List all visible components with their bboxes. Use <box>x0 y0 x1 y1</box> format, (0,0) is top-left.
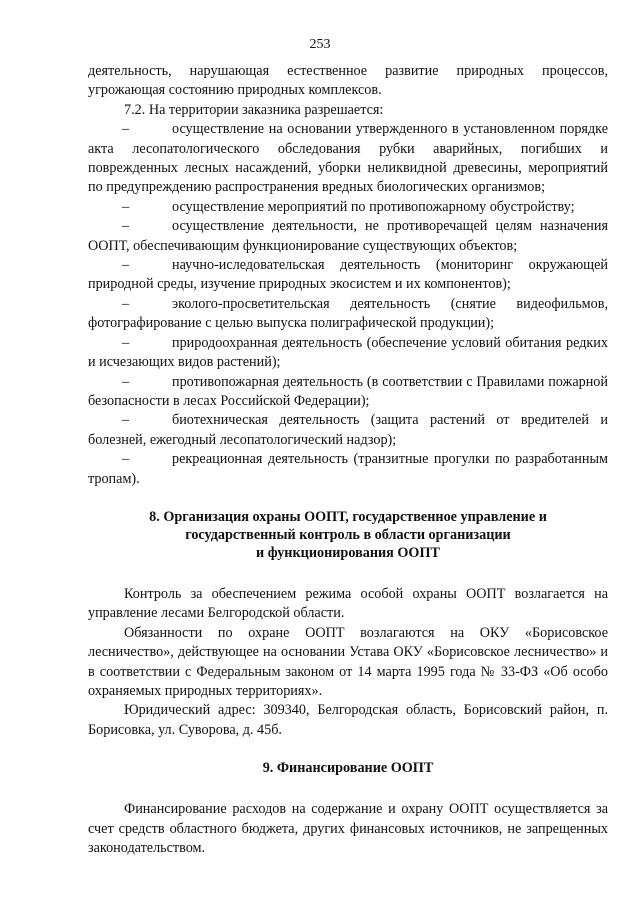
dash-marker: – <box>122 198 130 215</box>
section-8-heading <box>88 508 608 562</box>
list-item-text: рекреационная деятельность (транзитные прогулки по разработанным тропам). <box>88 451 608 487</box>
section-7-2-lead: 7.2. На территории заказника разрешается: <box>124 101 384 118</box>
dash-marker: – <box>122 121 130 138</box>
dash-marker: – <box>122 218 130 235</box>
list-item-text: эколого-просветительская деятельность (снятие видеофильмов, фотографирование с целью выпуска полиграфической продукции); <box>88 295 608 332</box>
intro-paragraph: деятельность, нарушающая естественное развитие природных процессов, угрожающая состоянию природных комплексов. <box>88 63 608 99</box>
list-item-text: биотехническая деятельность (защита растений от вредителей и болезней, ежегодный лесопатологический надзор); <box>88 412 608 448</box>
section-8-paragraph: Контроль за обеспечением режима особой охраны ООПТ возлагается на управление лесами Белгородской области. <box>88 585 608 622</box>
list-item <box>88 120 608 198</box>
list-item-text: противопожарная деятельность (в соответствии с Правилами пожарной безопасности в лесах Российской Федерации); <box>88 373 608 409</box>
section-9-paragraph: Финансирование расходов на содержание и охрану ООПТ осуществляется за счет средств областного бюджета, других финансовых источников, не запрещенных законодательством. <box>88 801 608 856</box>
dash-marker: – <box>122 412 130 429</box>
list-item <box>88 256 608 295</box>
section-8-heading-line: государственный контроль в области организации <box>185 526 511 543</box>
section-8-paragraph: Обязанности по охране ООПТ возлагаются на ОКУ «Борисовское лесничество», действующее на основании Устава ОКУ «Борисовское лесничество» и в соответствии с Федеральным законом от 14 марта 1995 года № 33-ФЗ «Об особо охраняемых природных территориях». <box>88 624 608 699</box>
list-item-text: природоохранная деятельность (обеспечение условий обитания редких и исчезающих видов растений); <box>88 334 608 371</box>
document-body <box>88 62 608 858</box>
dash-marker: – <box>122 295 130 312</box>
list-item <box>88 295 608 334</box>
list-item <box>88 217 608 256</box>
list-item <box>88 411 608 450</box>
dash-marker: – <box>122 257 130 274</box>
dash-marker: – <box>122 373 130 390</box>
section-9-heading: 9. Финансирование ООПТ <box>262 760 434 777</box>
list-item <box>88 450 608 489</box>
section-8-heading-line: 8. Организация охраны ООПТ, государственное управление и <box>149 508 547 525</box>
list-item-text: научно-иследовательская деятельность (мониторинг окружающей природной среды, изучение природных экосистем и их компонентов); <box>88 257 608 293</box>
dash-marker: – <box>122 334 130 351</box>
list-item <box>88 373 608 412</box>
list-item-text: осуществление мероприятий по противопожарному обустройству; <box>172 198 575 215</box>
list-item <box>88 198 608 217</box>
list-item-text: осуществление деятельности, не противоречащей целям назначения ООПТ, обеспечивающим функционирование существующих объектов; <box>88 218 608 254</box>
dash-marker: – <box>122 451 130 468</box>
section-8-paragraph: Юридический адрес: 309340, Белгородская область, Борисовский район, п. Борисовка, ул. Суворова, д. 45б. <box>88 702 608 738</box>
list-item-text: осуществление на основании утвержденного в установленном порядке акта лесопатологического обследования рубки аварийных, погибших и поврежденных лесных насаждений, уборки неликвидной древесины, мероприятий по предупреждению распространения вредных биологических организмов; <box>88 121 608 196</box>
permitted-activities-list <box>88 120 608 489</box>
section-8-heading-line: и функционирования ООПТ <box>256 544 440 561</box>
page-number: 253 <box>309 37 331 52</box>
list-item <box>88 334 608 373</box>
